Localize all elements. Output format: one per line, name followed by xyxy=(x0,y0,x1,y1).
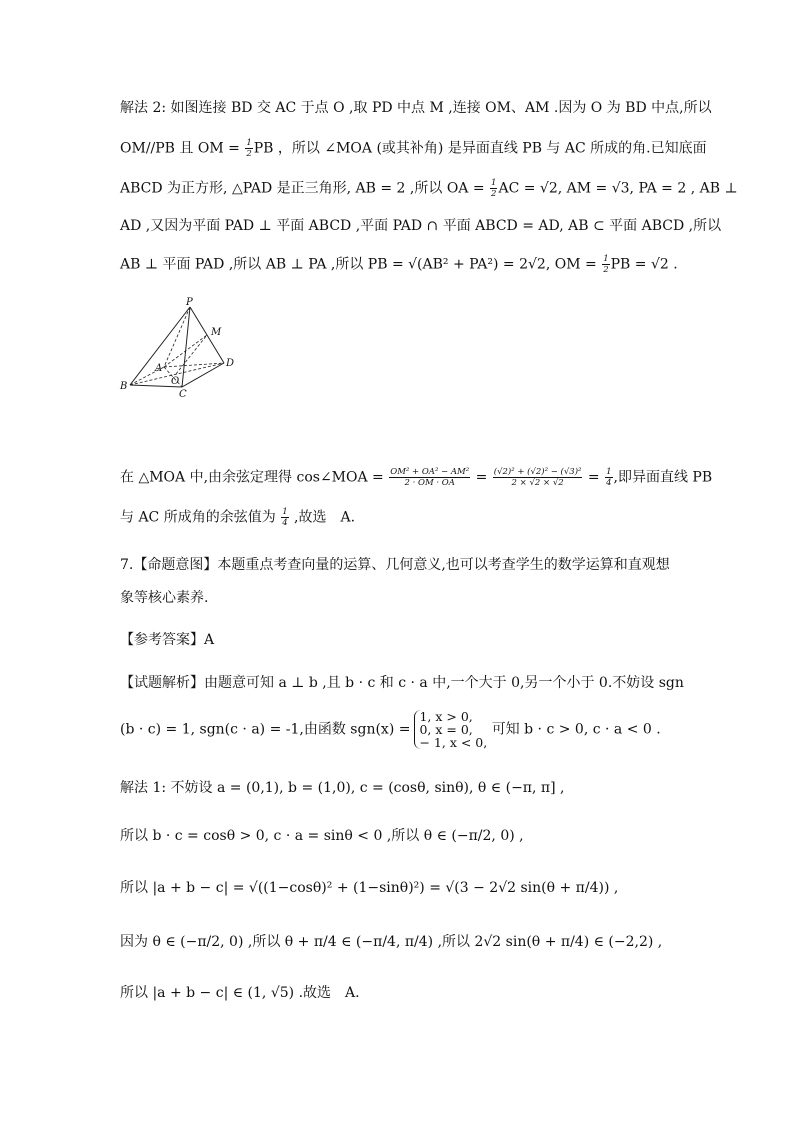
fraction-quarter xyxy=(281,507,288,528)
method1-line1: 解法 1: 不妨设 a = (0,1), b = (1,0), c = (cosθ, sinθ), θ ∈ (−π, π] , xyxy=(120,780,565,796)
case-positive: 1, x > 0, xyxy=(419,709,473,724)
method2-line3 xyxy=(120,178,738,199)
edge-CD xyxy=(182,363,224,387)
label-D: D xyxy=(226,358,235,369)
q7-intent-line1: 7.【命题意图】本题重点考查向量的运算、几何意义,也可以考查学生的数学运算和直观想 xyxy=(120,557,670,573)
cosine-line1 xyxy=(120,467,712,488)
q7-answer: 【参考答案】A xyxy=(120,632,215,648)
method1-line5: 所以 |a + b − c| ∈ (1, √5) .故选 A. xyxy=(120,985,360,1001)
text: 可知 b · c > 0, c · a < 0 . xyxy=(491,721,661,738)
equals: = xyxy=(471,469,492,486)
cosine-line2 xyxy=(120,507,355,528)
numerator: (√2)² + (√2)² − (√3)² xyxy=(493,467,582,477)
edge-PC xyxy=(182,307,190,387)
text: 在 △MOA 中,由余弦定理得 cos∠MOA = xyxy=(120,469,389,486)
method1-line4: 因为 θ ∈ (−π/2, 0) ,所以 θ + π/4 ∈ (−π/4, π/4) ,所以 2√2 sin(θ + π/4) ∈ (−2,2) , xyxy=(120,934,663,950)
text: 与 AC 所成角的余弦值为 xyxy=(120,509,281,526)
fraction-cosine-values xyxy=(493,467,583,488)
text: (b · c) = 1, sgn(c · a) = -1,由函数 sgn(x) = xyxy=(120,721,411,738)
q7-sgn-line xyxy=(120,710,661,749)
label-B: B xyxy=(120,381,128,392)
label-M: M xyxy=(211,327,222,338)
denominator: 2 xyxy=(246,149,252,159)
method1-line3: 所以 |a + b − c| = √((1−cosθ)² + (1−sinθ)²) = √(3 − 2√2 sin(θ + π/4)) , xyxy=(120,880,619,896)
label-P: P xyxy=(186,297,193,308)
numerator: 1 xyxy=(491,178,497,188)
denominator: 2 · OM · OA xyxy=(404,478,455,488)
case-zero: 0, x = 0, xyxy=(419,722,473,737)
fraction-half xyxy=(245,138,252,159)
text: PB = √2 . xyxy=(610,256,678,273)
fraction-quarter xyxy=(605,467,612,488)
denominator: 2 × √2 × √2 xyxy=(511,478,564,488)
text: ,即异面直线 PB xyxy=(613,469,713,486)
fraction-half xyxy=(490,178,497,199)
method1-line2: 所以 b · c = cosθ > 0, c · a = sinθ < 0 ,所以 θ ∈ (−π/2, 0) , xyxy=(120,828,524,844)
text: ABCD 为正方形, △PAD 是正三角形, AB = 2 ,所以 OA = xyxy=(120,180,490,197)
numerator: 1 xyxy=(282,507,288,517)
pyramid-figure xyxy=(118,295,242,399)
numerator: 1 xyxy=(606,467,612,477)
text: AC = √2, AM = √3, PA = 2 , AB ⊥ xyxy=(498,180,738,197)
text: ,故选 A. xyxy=(289,509,356,526)
method2-line2 xyxy=(120,138,707,159)
q7-analysis: 【试题解析】由题意可知 a ⊥ b ,且 b · c 和 c · a 中,一个大于 0,另一个小于 0.不妨设 sgn xyxy=(120,675,684,691)
method2-line5 xyxy=(120,254,678,275)
numerator: OM² + OA² − AM² xyxy=(390,467,470,477)
piecewise-cases xyxy=(414,710,487,749)
method2-line4: AD ,又因为平面 PAD ⊥ 平面 ABCD ,平面 PAD ∩ 平面 ABCD = AD, AB ⊂ 平面 ABCD ,所以 xyxy=(120,218,722,234)
fraction-cosine-formula xyxy=(389,467,470,488)
label-O: O xyxy=(171,376,180,387)
text: OM//PB 且 OM = xyxy=(120,140,245,157)
denominator: 2 xyxy=(603,265,609,275)
numerator: 1 xyxy=(603,254,609,264)
numerator: 1 xyxy=(246,138,252,148)
fraction-half xyxy=(602,254,609,275)
method2-line1: 解法 2: 如图连接 BD 交 AC 于点 O ,取 PD 中点 M ,连接 OM、AM .因为 O 为 BD 中点,所以 xyxy=(120,100,712,116)
text: PB ，所以 ∠MOA (或其补角) 是异面直线 PB 与 AC 所成的角.已知底面 xyxy=(253,140,707,157)
equals: = xyxy=(583,469,605,486)
case-negative: − 1, x < 0, xyxy=(419,735,488,750)
text: AB ⊥ 平面 PAD ,所以 AB ⊥ PA ,所以 PB = √(AB² + PA²) = 2√2, OM = xyxy=(120,256,602,273)
label-C: C xyxy=(179,389,187,399)
denominator: 2 xyxy=(491,189,497,199)
edge-PA xyxy=(164,307,190,367)
denominator: 4 xyxy=(282,518,288,528)
denominator: 4 xyxy=(606,478,612,488)
q7-intent-line2: 象等核心素养. xyxy=(120,590,209,606)
label-A: A xyxy=(155,363,163,374)
